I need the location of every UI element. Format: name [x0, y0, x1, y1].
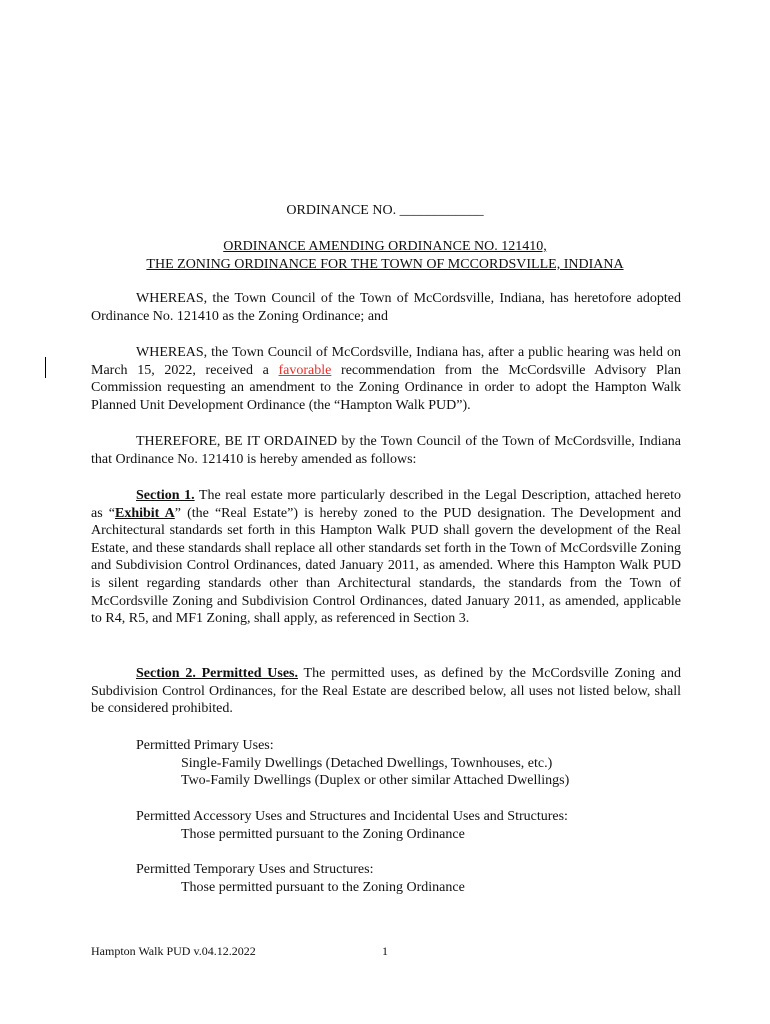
exhibit-a-reference: Exhibit A — [114, 505, 175, 521]
footer-document-version: Hampton Walk PUD v.04.12.2022 — [91, 944, 256, 958]
section-2-heading: Section 2. Permitted Uses. — [136, 666, 298, 681]
footer-page-number: 1 — [382, 944, 388, 958]
permitted-accessory-uses — [136, 808, 568, 843]
section-1-heading: Section 1. — [136, 488, 195, 503]
permitted-temporary-uses — [136, 861, 465, 896]
accessory-uses-label: Permitted Accessory Uses and Structures and Incidental Uses and Structures: — [136, 809, 568, 824]
tracked-change-insertion: favorable — [278, 362, 332, 378]
primary-uses-label: Permitted Primary Uses: — [136, 738, 274, 753]
temporary-use-item: Those permitted pursuant to the Zoning Ordinance — [181, 879, 465, 895]
section-1-paragraph: Section 1. The real estate more particularly described in the Legal Description, attached hereto as “Exhibit A” (the “Real Estate”) is hereby zoned to the PUD designation. The Development and Architectural standards set forth in this Hampton Walk PUD shall govern the development of the Real Estate, and these standards shall replace all other standards set forth in the Town of McCordsville Zoning and Subdivision Control Ordinances, dated January 2011, as amended. Where this Hampton Walk PUD is silent regarding standards other than Architectural standards, the standards from the Town of McCordsville Zoning and Subdivision Control Ordinances, dated January 2011, as amended, applicable to R4, R5, and MF1 Zoning, shall apply, as referenced in Section 3. — [91, 488, 681, 627]
whereas-paragraph-2: WHEREAS, the Town Council of McCordsville, Indiana has, after a public hearing was held on March 15, 2022, received a favorable recommendation from the McCordsville Advisory Plan Commission requesting an amendment to the Zoning Ordinance in order to adopt the Hampton Walk Planned Unit Development Ordinance (the “Hampton Walk PUD”). — [91, 345, 681, 413]
primary-use-item: Single-Family Dwellings (Detached Dwellings, Townhouses, etc.) — [181, 755, 553, 771]
primary-use-item: Two-Family Dwellings (Duplex or other similar Attached Dwellings) — [181, 773, 570, 789]
title-line-2: THE ZONING ORDINANCE FOR THE TOWN OF MCCORDSVILLE, INDIANA — [146, 257, 624, 272]
whereas-paragraph-1: WHEREAS, the Town Council of the Town of McCordsville, Indiana, has heretofore adopted Ordinance No. 121410 as the Zoning Ordinance; and — [91, 291, 681, 324]
therefore-paragraph: THEREFORE, BE IT ORDAINED by the Town Council of the Town of McCordsville, Indiana that Ordinance No. 121410 is hereby amended as follows: — [91, 434, 681, 467]
revision-change-bar — [45, 357, 46, 378]
temporary-uses-label: Permitted Temporary Uses and Structures: — [136, 862, 374, 877]
ordinance-number: ORDINANCE NO. ____________ — [286, 203, 484, 218]
accessory-use-item: Those permitted pursuant to the Zoning Ordinance — [181, 826, 465, 842]
section-2-paragraph: Section 2. Permitted Uses. The permitted uses, as defined by the McCordsville Zoning and Subdivision Control Ordinances, for the Real Estate are described below, all uses not listed below, shall be considered prohibited. — [91, 666, 681, 717]
permitted-primary-uses — [136, 737, 569, 790]
title-line-1: ORDINANCE AMENDING ORDINANCE NO. 121410, — [223, 239, 547, 254]
